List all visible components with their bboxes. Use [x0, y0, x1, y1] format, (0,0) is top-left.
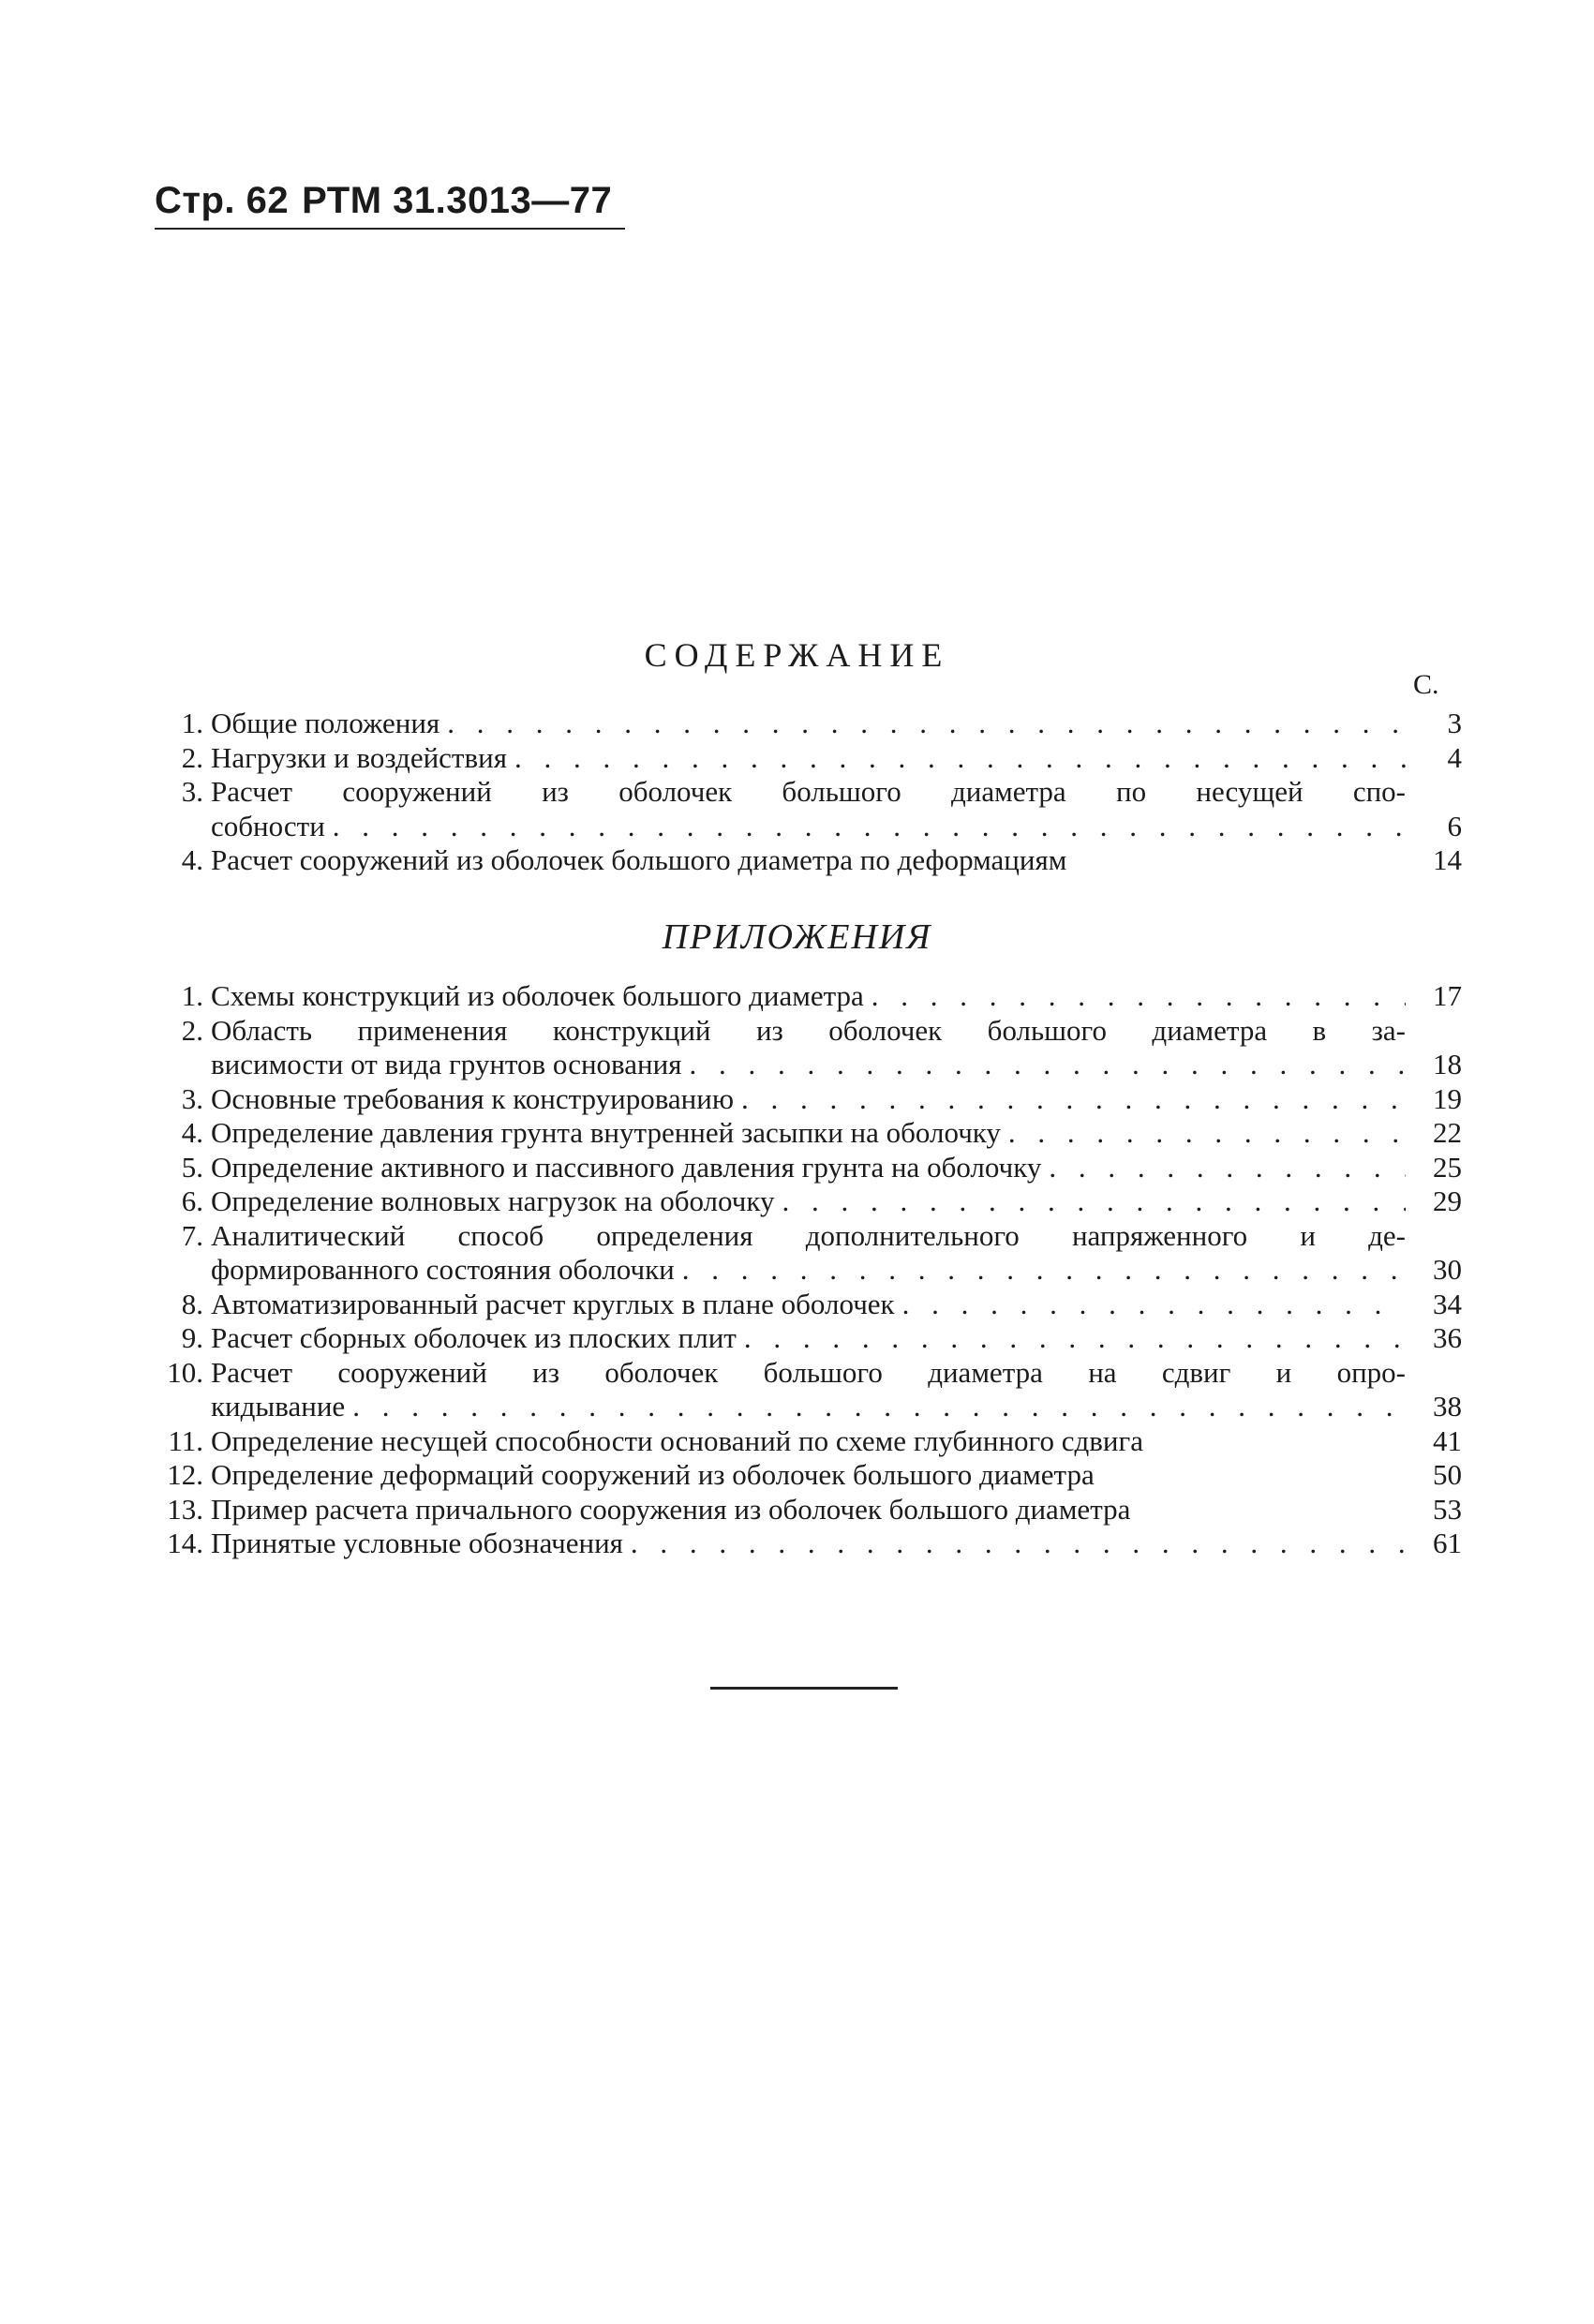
entry-page-number: 19 — [1433, 1081, 1462, 1115]
entry-number: 1. — [181, 707, 203, 739]
page-header — [155, 180, 625, 230]
entry-title: Нагрузки и воздействия — [211, 740, 507, 774]
entry-page-number: 30 — [1433, 1253, 1462, 1286]
entry-number: 7. — [181, 1218, 203, 1252]
toc-entry — [155, 1184, 1462, 1219]
entry-number: 12. — [167, 1458, 203, 1491]
entry-title: Определение давления грунта внутренней засыпки на оболочку — [211, 1116, 1001, 1149]
entry-title: Определение активного и пассивного давления грунта на оболочку — [211, 1150, 1042, 1184]
dot-leader — [681, 1048, 1406, 1082]
entry-number: 8. — [181, 1287, 203, 1320]
dot-leader — [1041, 1151, 1406, 1185]
entry-number: 14. — [167, 1527, 203, 1559]
entry-page-number: 14 — [1433, 843, 1462, 876]
entry-title: Расчет сооружений из оболочек большого диаметра на сдвиг и опро- — [211, 1355, 1406, 1389]
dot-leader — [623, 1527, 1406, 1561]
entry-title: Расчет сооружений из оболочек большого диаметра по деформациям — [211, 843, 1067, 876]
entry-title: собности — [211, 809, 325, 842]
dot-leader — [895, 1288, 1406, 1322]
entry-title: Аналитический способ определения дополнительного напряженного и де- — [211, 1218, 1406, 1252]
entry-title: Определение волновых нагрузок на оболочку — [211, 1184, 775, 1217]
toc-entry — [155, 707, 1462, 741]
document-code: РТМ 31.3013—77 — [302, 180, 613, 221]
entry-title: Пример расчета причального сооружения из оболочек большого диаметра — [211, 1492, 1131, 1526]
toc-entry — [155, 1493, 1462, 1527]
dot-leader — [1001, 1116, 1406, 1151]
dot-leader — [325, 810, 1406, 844]
dot-leader — [774, 1184, 1406, 1219]
page-label: Стр. 62 — [155, 180, 290, 221]
toc-entry — [155, 1527, 1462, 1561]
page-column-label: С. — [1413, 669, 1439, 700]
toc-entry — [155, 1458, 1462, 1493]
entry-number: 3. — [181, 775, 203, 808]
toc-entry — [155, 979, 1462, 1014]
dot-leader — [737, 1321, 1406, 1356]
entry-number: 5. — [181, 1150, 203, 1184]
entry-page-number: 4 — [1447, 740, 1462, 774]
toc-entry — [155, 1321, 1462, 1356]
entry-title: Область применения конструкций из оболочек большого диаметра в за- — [211, 1013, 1406, 1047]
entry-page-number: 36 — [1433, 1321, 1462, 1354]
entry-page-number: 34 — [1433, 1287, 1462, 1320]
entry-page-number: 3 — [1447, 707, 1462, 739]
entry-title: кидывание — [211, 1390, 346, 1423]
toc-entry — [155, 1082, 1462, 1117]
entry-number: 2. — [181, 1013, 203, 1047]
entry-title: висимости от вида грунтов основания — [211, 1048, 682, 1080]
dot-leader — [439, 707, 1406, 741]
entry-title: Расчет сооружений из оболочек большого диаметра по несущей спо- — [211, 775, 1406, 808]
dot-leader — [345, 1390, 1406, 1424]
entry-number: 6. — [181, 1184, 203, 1217]
dot-leader — [507, 741, 1406, 776]
entry-number: 4. — [181, 1116, 203, 1149]
entry-page-number: 6 — [1447, 809, 1462, 842]
dot-leader — [675, 1253, 1406, 1288]
dot-leader — [864, 979, 1406, 1014]
toc-entry — [155, 1219, 1462, 1288]
entry-title: Расчет сборных оболочек из плоских плит — [211, 1321, 737, 1354]
entry-number: 10. — [167, 1355, 203, 1389]
toc-entry — [155, 1356, 1462, 1424]
toc-entry — [155, 1288, 1462, 1322]
entry-number: 3. — [181, 1081, 203, 1115]
entry-page-number: 17 — [1433, 979, 1462, 1012]
entry-page-number: 38 — [1433, 1390, 1462, 1423]
entry-title: Основные требования к конструированию — [211, 1081, 735, 1115]
entry-page-number: 53 — [1433, 1492, 1462, 1526]
entry-title: Автоматизированный расчет круглых в плане оболочек — [211, 1287, 895, 1320]
entry-title: Принятые условные обозначения — [211, 1527, 623, 1559]
entry-page-number: 41 — [1433, 1423, 1462, 1457]
toc-entry — [155, 775, 1462, 843]
toc-entry — [155, 843, 1462, 878]
end-divider — [710, 1687, 898, 1690]
appendices-list — [155, 979, 1462, 1561]
entry-title: Определение деформаций сооружений из оболочек большого диаметра — [211, 1458, 1095, 1491]
entry-page-number: 50 — [1433, 1458, 1462, 1491]
entry-number: 11. — [168, 1423, 203, 1457]
toc-title: СОДЕРЖАНИЕ — [644, 636, 950, 674]
toc-entry — [155, 1014, 1462, 1082]
entry-number: 13. — [167, 1492, 203, 1526]
entry-number: 9. — [181, 1321, 203, 1354]
toc-entry — [155, 1116, 1462, 1151]
toc-list — [155, 707, 1462, 878]
entry-title: Схемы конструкций из оболочек большого диаметра — [211, 979, 864, 1012]
entry-number: 4. — [181, 843, 203, 876]
entry-title: Общие положения — [211, 707, 440, 739]
entry-page-number: 61 — [1433, 1527, 1462, 1559]
toc-entry — [155, 1151, 1462, 1185]
dot-leader — [734, 1082, 1406, 1117]
toc-entry — [155, 741, 1462, 776]
entry-page-number: 25 — [1433, 1150, 1462, 1184]
entry-number: 1. — [181, 979, 203, 1012]
entry-page-number: 29 — [1433, 1184, 1462, 1217]
entry-title: Определение несущей способности оснований по схеме глубинного сдвига — [211, 1423, 1143, 1457]
entry-page-number: 22 — [1433, 1116, 1462, 1149]
toc-entry — [155, 1424, 1462, 1459]
entry-title: формированного состояния оболочки — [211, 1253, 675, 1286]
entry-number: 2. — [181, 740, 203, 774]
entry-page-number: 18 — [1433, 1048, 1462, 1080]
appendices-title: ПРИЛОЖЕНИЯ — [662, 917, 932, 957]
